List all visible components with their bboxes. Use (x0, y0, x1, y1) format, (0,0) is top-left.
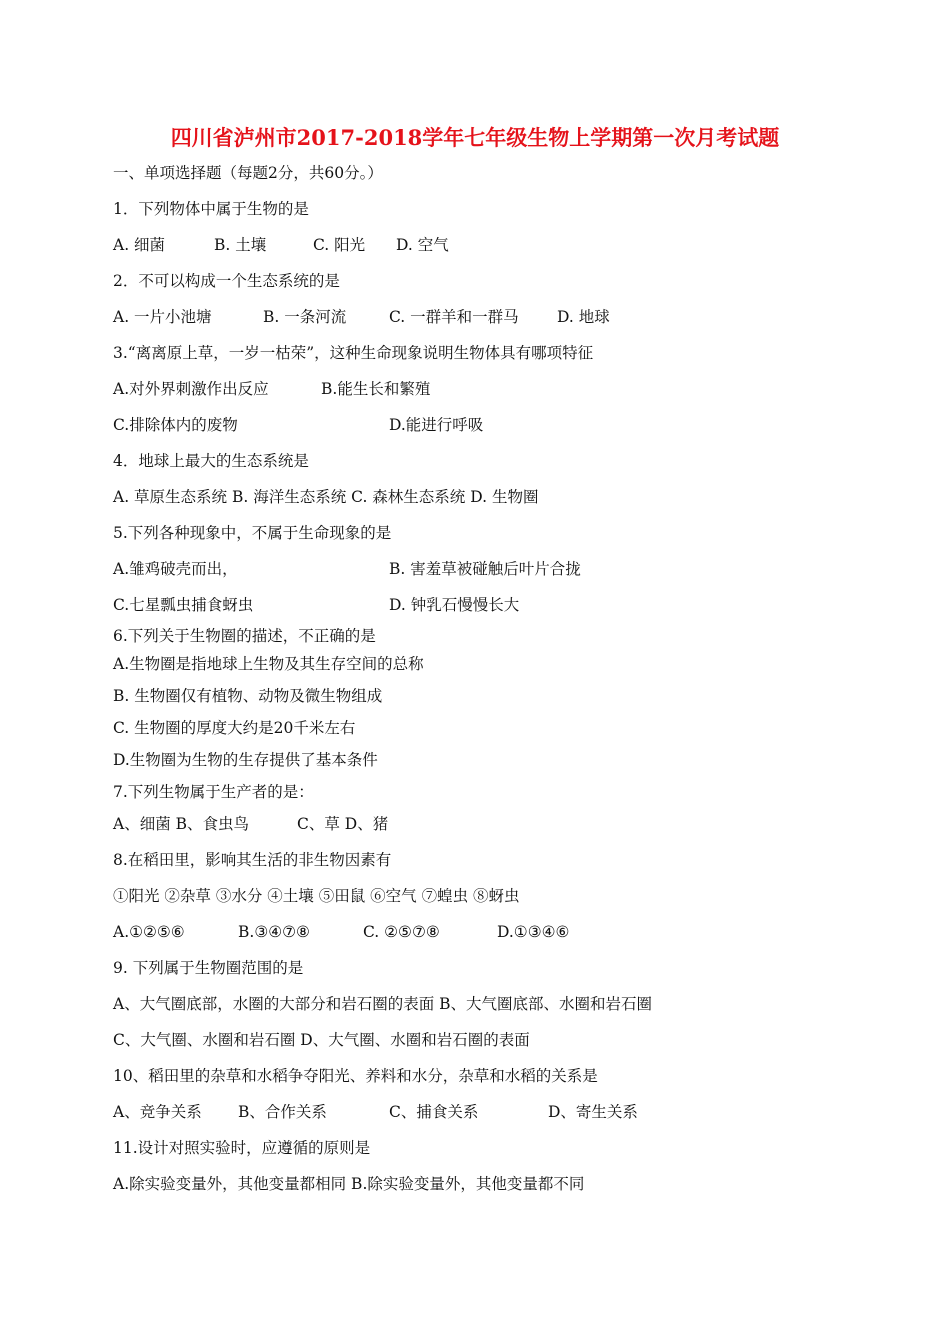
question-6-stem: 6.下列关于生物圈的描述，不正确的是 (113, 627, 376, 645)
question-7-option-cd: C、草 D、猪 (297, 815, 389, 833)
question-6-option-b: B. 生物圈仅有植物、动物及微生物组成 (113, 687, 383, 705)
question-2-option-a: A. 一片小池塘 (113, 308, 212, 326)
question-1-option-b: B. 土壤 (214, 236, 267, 254)
question-2-option-d: D. 地球 (557, 308, 610, 326)
question-10-option-c: C、捕食关系 (389, 1103, 479, 1121)
question-8-option-b: B.③④⑦⑧ (238, 923, 310, 941)
question-10-option-d: D、寄生关系 (548, 1103, 638, 1121)
question-3-option-b: B.能生长和繁殖 (321, 380, 431, 398)
question-4-options: A. 草原生态系统 B. 海洋生态系统 C. 森林生态系统 D. 生物圈 (113, 488, 539, 506)
question-3-stem: 3.“离离原上草，一岁一枯荣”，这种生命现象说明生物体具有哪项特征 (113, 344, 594, 362)
question-2-stem: 2．不可以构成一个生态系统的是 (113, 272, 340, 290)
question-10-option-b: B、合作关系 (238, 1103, 327, 1121)
question-8-option-d: D.①③④⑥ (497, 923, 570, 941)
question-9-option-ab: A、大气圈底部，水圈的大部分和岩石圈的表面 B、大气圈底部、水圈和岩石圈 (113, 995, 653, 1013)
question-6-option-d: D.生物圈为生物的生存提供了基本条件 (113, 751, 378, 769)
question-8-option-c: C. ②⑤⑦⑧ (363, 923, 440, 941)
question-2-option-b: B. 一条河流 (263, 308, 347, 326)
question-10-option-a: A、竞争关系 (113, 1103, 202, 1121)
question-5-option-a: A.雏鸡破壳而出， (113, 560, 238, 578)
section-heading: 一、单项选择题（每题2分，共60分。） (113, 164, 383, 182)
question-5-option-c: C.七星瓢虫捕食蚜虫 (113, 596, 254, 614)
question-1-option-a: A. 细菌 (113, 236, 166, 254)
question-10-stem: 10、稻田里的杂草和水稻争夺阳光、养料和水分，杂草和水稻的关系是 (113, 1067, 598, 1085)
question-9-option-cd: C、大气圈、水圈和岩石圈 D、大气圈、水圈和岩石圈的表面 (113, 1031, 530, 1049)
question-2-option-c: C. 一群羊和一群马 (389, 308, 519, 326)
question-6-option-a: A.生物圈是指地球上生物及其生存空间的总称 (113, 655, 424, 673)
question-8-items: ①阳光 ②杂草 ③水分 ④土壤 ⑤田鼠 ⑥空气 ⑦蝗虫 ⑧蚜虫 (113, 887, 520, 905)
question-4-stem: 4．地球上最大的生态系统是 (113, 452, 309, 470)
question-1-option-c: C. 阳光 (313, 236, 366, 254)
question-7-stem: 7.下列生物属于生产者的是： (113, 783, 314, 801)
question-5-stem: 5.下列各种现象中，不属于生命现象的是 (113, 524, 392, 542)
question-6-option-c: C. 生物圈的厚度大约是20千米左右 (113, 719, 356, 737)
question-9-stem: 9. 下列属于生物圈范围的是 (113, 959, 304, 977)
question-3-option-a: A.对外界刺激作出反应 (113, 380, 269, 398)
question-11-options: A.除实验变量外，其他变量都相同 B.除实验变量外，其他变量都不同 (113, 1175, 585, 1193)
question-5-option-d: D. 钟乳石慢慢长大 (389, 596, 520, 614)
question-5-option-b: B. 害羞草被碰触后叶片合拢 (389, 560, 581, 578)
page-title: 四川省泸州市2017-2018学年七年级生物上学期第一次月考试题 (170, 125, 780, 150)
question-7-option-ab: A、细菌 B、食虫鸟 (113, 815, 250, 833)
question-1-stem: 1．下列物体中属于生物的是 (113, 200, 309, 218)
question-11-stem: 11.设计对照实验时，应遵循的原则是 (113, 1139, 371, 1157)
question-8-stem: 8.在稻田里，影响其生活的非生物因素有 (113, 851, 392, 869)
question-8-option-a: A.①②⑤⑥ (113, 923, 185, 941)
question-3-option-c: C.排除体内的废物 (113, 416, 238, 434)
question-1-option-d: D. 空气 (396, 236, 449, 254)
question-3-option-d: D.能进行呼吸 (389, 416, 484, 434)
